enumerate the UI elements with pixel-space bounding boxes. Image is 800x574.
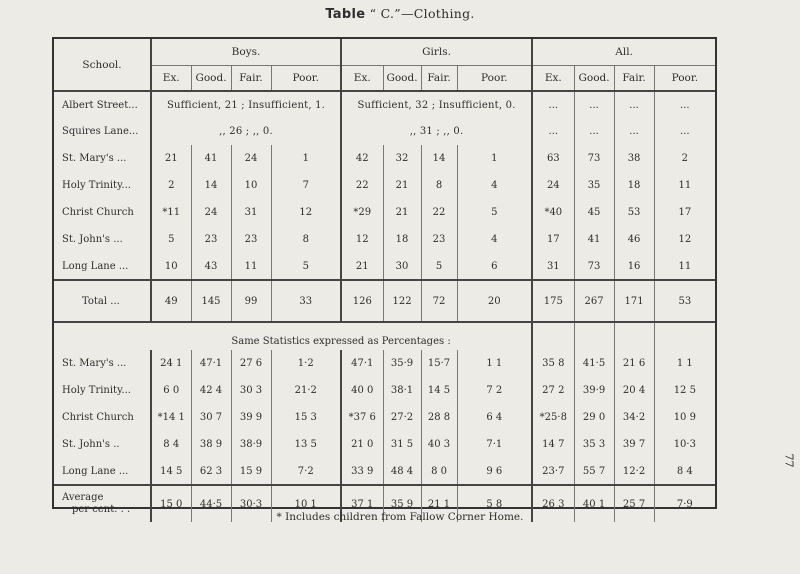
table-cell: 6 (457, 253, 532, 280)
row-school: Albert Street... (62, 99, 138, 111)
table-row (54, 253, 715, 280)
table-cell: 30·3 (231, 485, 271, 522)
table-cell: *11 (151, 199, 191, 226)
header-row-sub (54, 65, 715, 91)
header-all-fair: Fair. (614, 65, 654, 91)
table-cell: 5 (421, 253, 457, 280)
table-cell: *37 6 (341, 404, 383, 431)
table-cell: 12 (341, 226, 383, 253)
table-cell: 1 (271, 145, 341, 172)
header-girls-ex: Ex. (341, 65, 383, 91)
header-boys: Boys. (151, 39, 341, 65)
header-all: All. (532, 39, 715, 65)
table-cell: 7 (271, 172, 341, 199)
table-cell: 10·3 (654, 431, 715, 458)
table-cell: *25·8 (532, 404, 574, 431)
table-cell: 11 (654, 253, 715, 280)
page-number: 77 (782, 453, 796, 468)
table-cell: 12 (271, 199, 341, 226)
row-school: Christ Church (62, 412, 134, 423)
table-cell: 30 7 (191, 404, 231, 431)
table-cell: 21 (151, 145, 191, 172)
table-cell: ... (654, 118, 715, 145)
table-cell: 24 1 (151, 350, 191, 377)
table-cell: 46 (614, 226, 654, 253)
clothing-table-frame (52, 37, 717, 515)
table-cell: 17 (532, 226, 574, 253)
table-row (54, 91, 715, 118)
table-cell: 41·5 (574, 350, 614, 377)
table-cell: 7·2 (271, 458, 341, 485)
header-girls: Girls. (341, 39, 532, 65)
table-cell: 7 2 (457, 377, 532, 404)
table-cell: 5 (271, 253, 341, 280)
boys-merged-text: ,, 26 ; ,, 0. (151, 118, 341, 145)
table-cell: 31 5 (383, 431, 421, 458)
table-cell: 2 (151, 172, 191, 199)
row-school: Holy Trinity... (62, 180, 131, 191)
table-cell: 267 (574, 280, 614, 322)
girls-merged-text: Sufficient, 32 ; Insufficient, 0. (341, 91, 532, 118)
table-cell: 18 (383, 226, 421, 253)
average-label-line-2: per cent. . . (72, 504, 131, 515)
table-cell: 39 7 (614, 431, 654, 458)
table-cell: 40 1 (574, 485, 614, 522)
table-cell: 38·9 (231, 431, 271, 458)
table-cell: 41 (574, 226, 614, 253)
table-cell: 27 2 (532, 377, 574, 404)
table-cell: 8 (421, 172, 457, 199)
table-cell: 22 (421, 199, 457, 226)
row-school: Long Lane ... (54, 253, 151, 280)
header-boys-fair: Fair. (231, 65, 271, 91)
table-cell: *14 1 (151, 404, 191, 431)
table-cell: 23 (231, 226, 271, 253)
table-cell: 62 3 (191, 458, 231, 485)
table-cell: 23 (421, 226, 457, 253)
table-cell: 5 (457, 199, 532, 226)
table-cell: 4 (457, 226, 532, 253)
table-cell: 11 (654, 172, 715, 199)
table-cell: 32 (383, 145, 421, 172)
table-cell: 20 (457, 280, 532, 322)
table-cell: 48 4 (383, 458, 421, 485)
table-cell: 37 1 (341, 485, 383, 522)
header-all-good: Good. (574, 65, 614, 91)
header-boys-good: Good. (191, 65, 231, 91)
table-cell: 30 3 (231, 377, 271, 404)
table-cell: 29 0 (574, 404, 614, 431)
table-cell: 47·1 (191, 350, 231, 377)
table-cell: 33 (271, 280, 341, 322)
table-cell: 12 (654, 226, 715, 253)
table-cell: ... (574, 91, 614, 118)
table-cell: 40 0 (341, 377, 383, 404)
table-cell: 40 3 (421, 431, 457, 458)
table-cell: 171 (614, 280, 654, 322)
table-cell: 122 (383, 280, 421, 322)
table-cell: 24 (532, 172, 574, 199)
table-cell: 73 (574, 145, 614, 172)
table-cell: 16 (614, 253, 654, 280)
table-cell: 38 9 (191, 431, 231, 458)
table-cell: 5 (151, 226, 191, 253)
table-cell: 15 9 (231, 458, 271, 485)
caption-main: Table (325, 7, 366, 22)
table-cell: 4 (457, 172, 532, 199)
table-cell: 8 4 (151, 431, 191, 458)
table-cell: 35·9 (383, 350, 421, 377)
table-cell: 12 5 (654, 377, 715, 404)
table-row (54, 377, 715, 404)
header-all-poor: Poor. (654, 65, 715, 91)
boys-merged-text: Sufficient, 21 ; Insufficient, 1. (151, 91, 341, 118)
table-cell: 10 (231, 172, 271, 199)
table-cell: 42 (341, 145, 383, 172)
table-cell: 26 3 (532, 485, 574, 522)
percent-heading: Same Statistics expressed as Percentages : (231, 336, 451, 347)
average-label-line-1: Average (62, 492, 104, 503)
table-cell: 28 8 (421, 404, 457, 431)
table-cell: 49 (151, 280, 191, 322)
table-cell: 14 7 (532, 431, 574, 458)
header-girls-good: Good. (383, 65, 421, 91)
table-cell: 53 (614, 199, 654, 226)
table-cell: 14 (191, 172, 231, 199)
table-cell: ... (574, 118, 614, 145)
table-cell: 43 (191, 253, 231, 280)
table-cell: 7·9 (654, 485, 715, 522)
table-cell: 11 (231, 253, 271, 280)
table-cell: 33 9 (341, 458, 383, 485)
table-cell: 41 (191, 145, 231, 172)
table-cell: 1 (457, 145, 532, 172)
table-cell: 30 (383, 253, 421, 280)
header-boys-ex: Ex. (151, 65, 191, 91)
table-cell: 126 (341, 280, 383, 322)
table-caption (0, 6, 800, 22)
table-cell: 27 6 (231, 350, 271, 377)
row-school: Christ Church (62, 207, 134, 218)
table-cell: 47·1 (341, 350, 383, 377)
table-cell: 42 4 (191, 377, 231, 404)
table-cell: 14 5 (151, 458, 191, 485)
table-row (54, 199, 715, 226)
table-row (54, 404, 715, 431)
table-cell: 21 (341, 253, 383, 280)
table-cell: 31 (231, 199, 271, 226)
table-cell: 72 (421, 280, 457, 322)
table-cell: 34·2 (614, 404, 654, 431)
row-school: St. John's .. (62, 439, 120, 450)
table-cell: 21 6 (614, 350, 654, 377)
table-cell: 12·2 (614, 458, 654, 485)
table-cell: 63 (532, 145, 574, 172)
table-cell: 44·5 (191, 485, 231, 522)
table-cell: 31 (532, 253, 574, 280)
table-cell: 35 8 (532, 350, 574, 377)
table-cell: 14 5 (421, 377, 457, 404)
table-cell: 15 0 (151, 485, 191, 522)
table-cell: 15·7 (421, 350, 457, 377)
table-cell: 17 (654, 199, 715, 226)
table-cell: ... (532, 91, 574, 118)
table-cell: 27·2 (383, 404, 421, 431)
table-cell: 21 1 (421, 485, 457, 522)
table-cell: ... (614, 91, 654, 118)
percent-heading-row (54, 322, 715, 350)
header-school: School. (54, 39, 151, 91)
header-boys-poor: Poor. (271, 65, 341, 91)
table-cell: 13 5 (271, 431, 341, 458)
table-cell: 21 (383, 172, 421, 199)
clothing-table (54, 39, 715, 522)
table-cell: 145 (191, 280, 231, 322)
table-cell: 1 1 (457, 350, 532, 377)
table-cell: 24 (231, 145, 271, 172)
table-cell: *29 (341, 199, 383, 226)
table-row (54, 458, 715, 485)
table-row (54, 172, 715, 199)
table-cell: 6 4 (457, 404, 532, 431)
table-cell: 99 (231, 280, 271, 322)
table-cell: 10 1 (271, 485, 341, 522)
table-cell: 38·1 (383, 377, 421, 404)
table-cell: 35 3 (574, 431, 614, 458)
table-cell: ... (654, 91, 715, 118)
table-cell: 45 (574, 199, 614, 226)
table-cell: 5 8 (457, 485, 532, 522)
table-cell: 1 1 (654, 350, 715, 377)
table-cell: 9 6 (457, 458, 532, 485)
table-cell: 39·9 (574, 377, 614, 404)
table-cell: ... (532, 118, 574, 145)
row-school: St. Mary's ... (62, 358, 127, 369)
table-cell: 2 (654, 145, 715, 172)
row-school: St. Mary's ... (62, 153, 127, 164)
row-school: Long Lane ... (54, 458, 151, 485)
table-row (54, 226, 715, 253)
table-cell: 14 (421, 145, 457, 172)
table-cell: 55 7 (574, 458, 614, 485)
table-cell: 38 (614, 145, 654, 172)
table-cell: 18 (614, 172, 654, 199)
header-all-ex: Ex. (532, 65, 574, 91)
table-cell: 23·7 (532, 458, 574, 485)
table-cell: 175 (532, 280, 574, 322)
row-school: Squires Lane... (62, 126, 139, 137)
total-row (54, 280, 715, 322)
girls-merged-text: ,, 31 ; ,, 0. (341, 118, 532, 145)
row-school: Holy Trinity... (62, 385, 131, 396)
table-cell: 35 9 (383, 485, 421, 522)
table-cell: 21 0 (341, 431, 383, 458)
table-cell: 23 (191, 226, 231, 253)
table-cell: 21·2 (271, 377, 341, 404)
table-cell: 35 (574, 172, 614, 199)
table-cell: 6 0 (151, 377, 191, 404)
table-cell: 39 9 (231, 404, 271, 431)
table-cell: 22 (341, 172, 383, 199)
table-cell: 53 (654, 280, 715, 322)
header-girls-poor: Poor. (457, 65, 532, 91)
table-row (54, 350, 715, 377)
table-cell: 10 (151, 253, 191, 280)
row-school: St. John's ... (62, 234, 123, 245)
total-label: Total ... (54, 280, 151, 322)
table-cell: 7·1 (457, 431, 532, 458)
table-cell: 1·2 (271, 350, 341, 377)
table-cell: ... (614, 118, 654, 145)
header-row-groups (54, 39, 715, 65)
table-cell: 24 (191, 199, 231, 226)
table-row (54, 118, 715, 145)
table-row (54, 145, 715, 172)
table-cell: 8 0 (421, 458, 457, 485)
caption-rest: “ C.”—Clothing. (365, 6, 475, 21)
table-cell: 15 3 (271, 404, 341, 431)
table-cell: 8 (271, 226, 341, 253)
table-cell: 10 9 (654, 404, 715, 431)
header-girls-fair: Fair. (421, 65, 457, 91)
table-cell: 73 (574, 253, 614, 280)
table-cell: *40 (532, 199, 574, 226)
table-cell: 25 7 (614, 485, 654, 522)
table-cell: 21 (383, 199, 421, 226)
table-cell: 20 4 (614, 377, 654, 404)
table-row (54, 431, 715, 458)
footnote: * Includes children from Fallow Corner Home. (276, 511, 524, 523)
table-cell: 8 4 (654, 458, 715, 485)
